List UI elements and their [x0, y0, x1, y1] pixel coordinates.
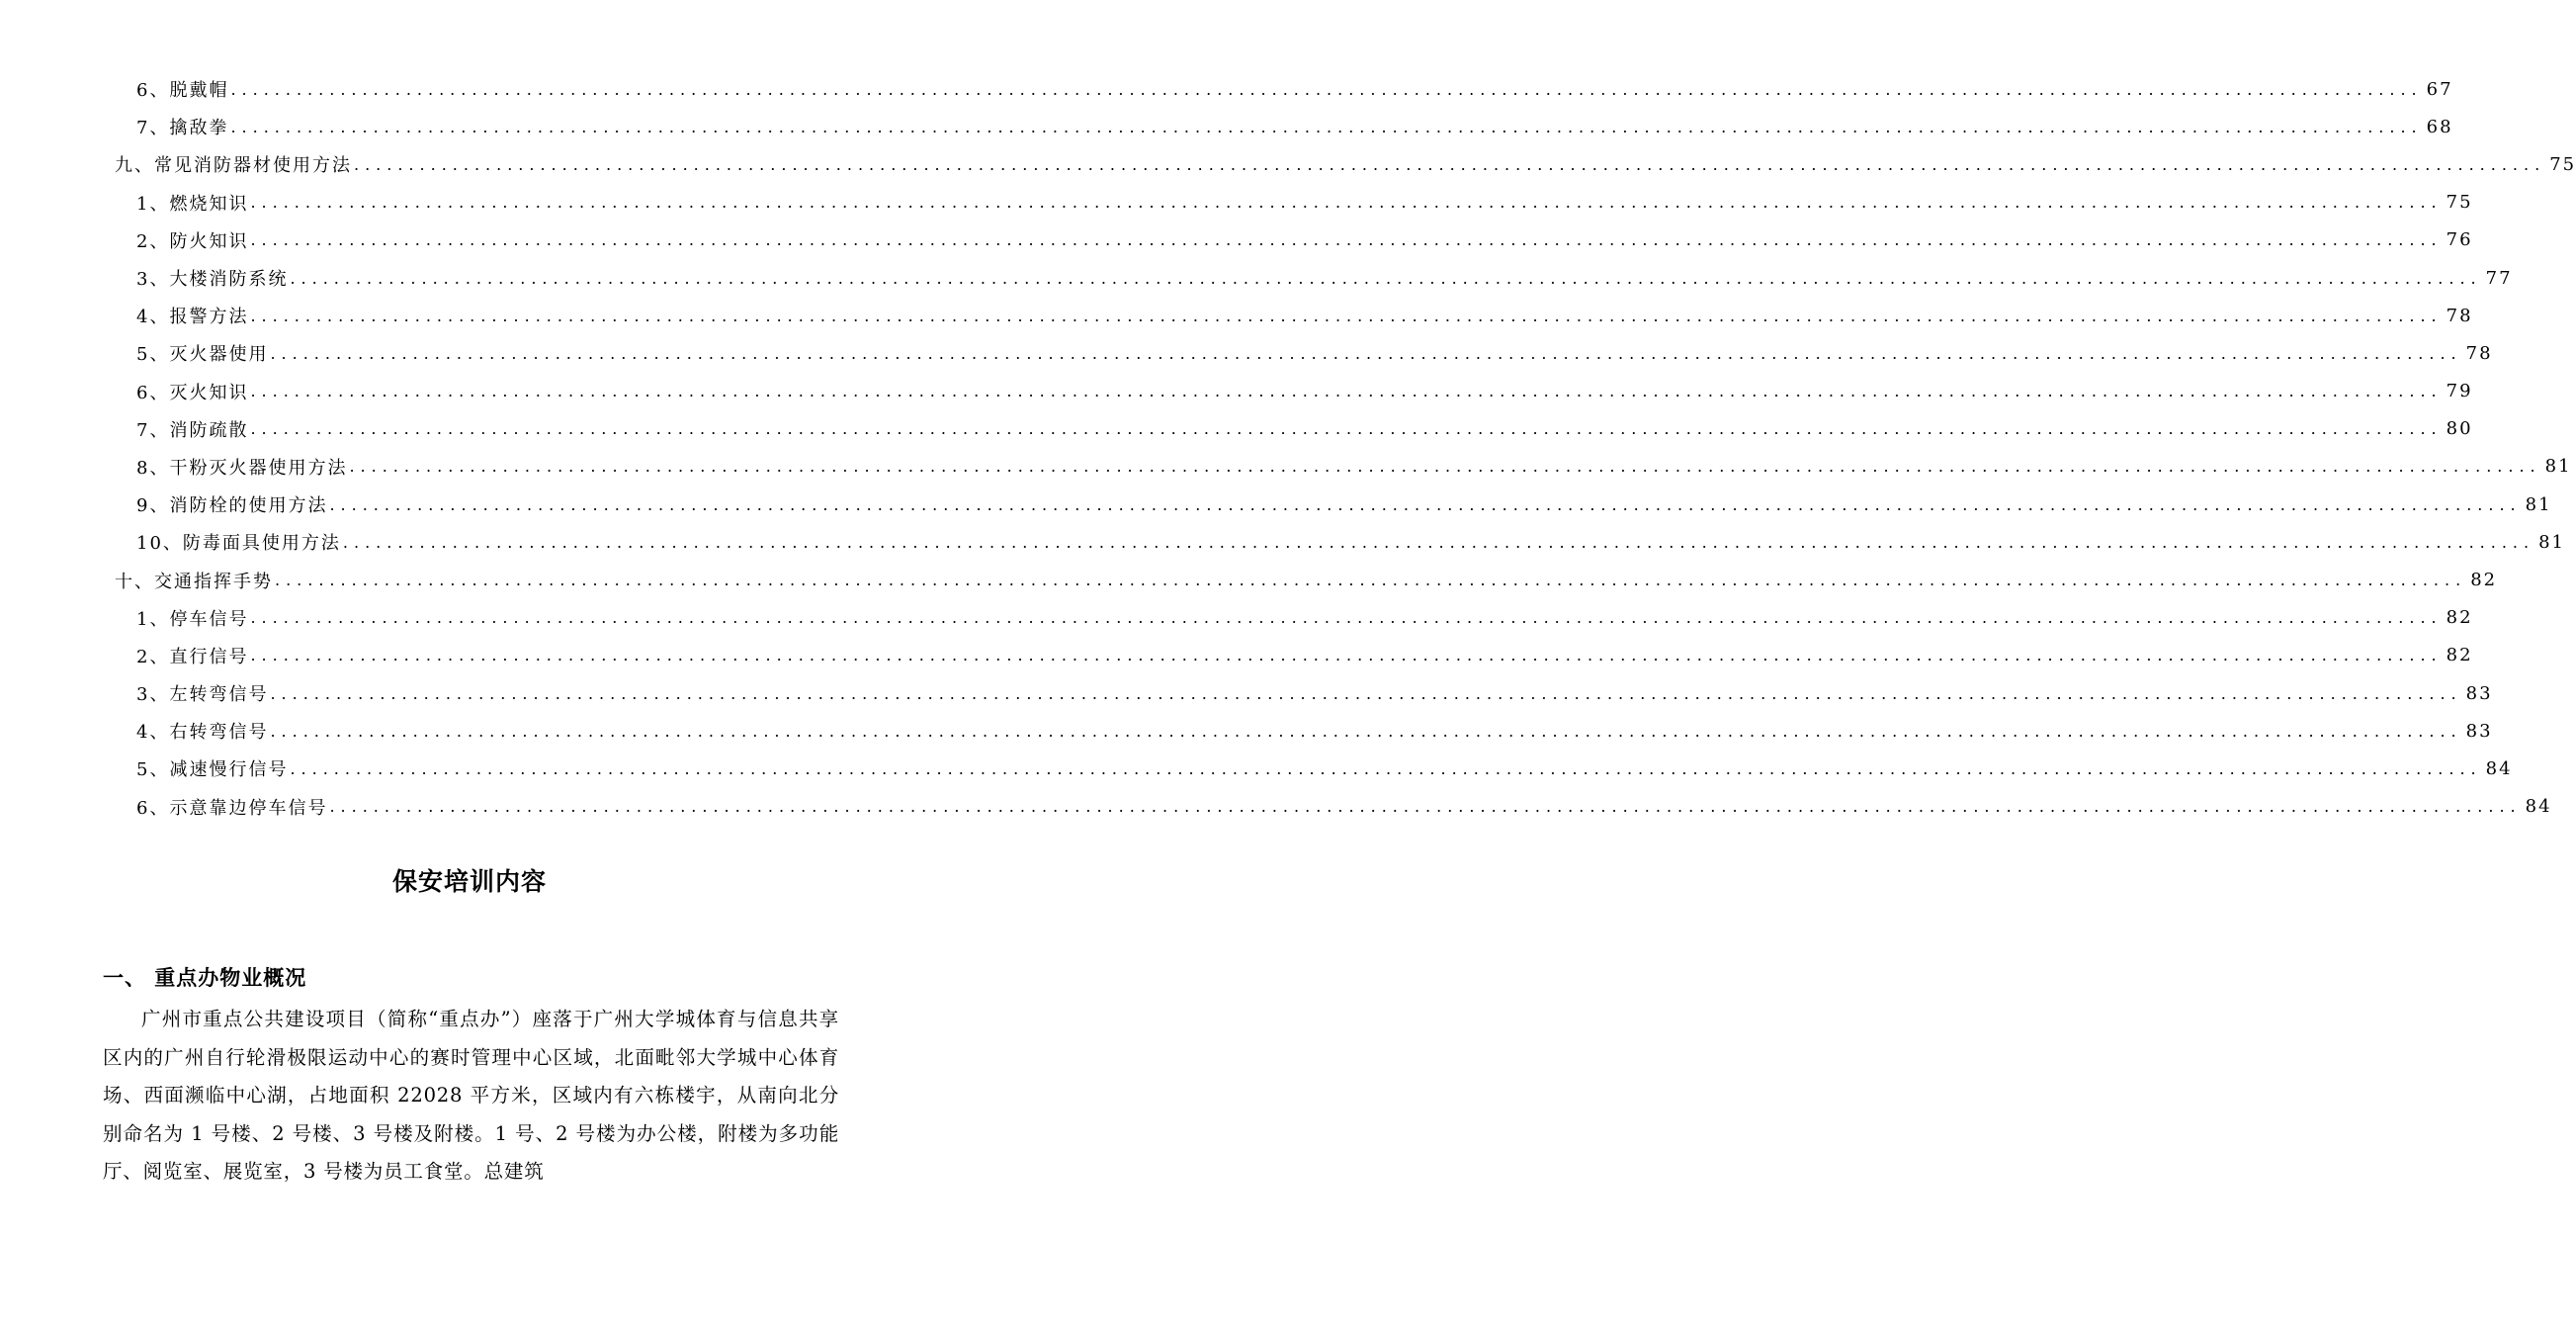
- toc-entry: [0, 561, 2498, 598]
- toc-entry-label: 9、消防栓的使用方法: [136, 491, 329, 517]
- toc-entry-label: 6、示意靠边停车信号: [136, 794, 329, 820]
- toc-entry: [0, 373, 2473, 410]
- section-heading: 一、 重点办物业概况: [103, 965, 307, 990]
- toc-entry-page-number: 82: [2470, 570, 2498, 591]
- toc-entry: [0, 222, 2473, 259]
- toc-entry-page-number: 78: [2446, 305, 2473, 326]
- toc-dot-leader: ........................................................................................................................................................................................................: [250, 193, 2443, 213]
- toc-dot-leader: ........................................................................................................................................................................................................: [329, 797, 2522, 817]
- toc-entry-label: 1、燃烧知识: [136, 190, 250, 216]
- toc-entry-page-number: 81: [2525, 493, 2552, 515]
- toc-dot-leader: ........................................................................................................................................................................................................: [329, 494, 2522, 514]
- toc-dot-leader: ........................................................................................................................................................................................................: [275, 571, 2467, 590]
- toc-dot-leader: ........................................................................................................................................................................................................: [270, 683, 2462, 703]
- toc-entry-label: 2、直行信号: [136, 643, 250, 668]
- toc-dot-leader: ........................................................................................................................................................................................................: [270, 721, 2462, 741]
- toc-entry-label: 4、报警方法: [136, 303, 250, 328]
- toc-dot-leader: ........................................................................................................................................................................................................: [342, 532, 2535, 552]
- document-title: 保安培训内容: [391, 867, 547, 896]
- toc-entry-label: 5、灭火器使用: [136, 340, 270, 366]
- toc-entry-label: 6、脱戴帽: [136, 76, 230, 102]
- toc-entry-label: 十、交通指挥手势: [115, 568, 275, 593]
- toc-entry: [0, 334, 2493, 372]
- toc-entry-label: 1、停车信号: [136, 605, 250, 631]
- toc-entry: [0, 184, 2473, 222]
- toc-dot-leader: ........................................................................................................................................................................................................: [270, 343, 2462, 363]
- toc-entry-page-number: 80: [2446, 418, 2473, 440]
- toc-entry: [0, 637, 2473, 674]
- toc-entry-page-number: 68: [2426, 116, 2453, 137]
- toc-entry-page-number: 77: [2485, 267, 2513, 289]
- toc-entry: [0, 410, 2473, 448]
- toc-entry: [0, 297, 2473, 334]
- toc-entry: [0, 70, 2453, 108]
- toc-dot-leader: ........................................................................................................................................................................................................: [349, 457, 2541, 477]
- toc-entry-page-number: 79: [2446, 381, 2473, 402]
- toc-entry-page-number: 75: [2549, 153, 2576, 175]
- body-paragraph: 广州市重点公共建设项目（简称“重点办”）座落于广州大学城体育与信息共享区内的广州自行轮滑极限运动中心的赛时管理中心区域，北面毗邻大学城中心体育场、西面濒临中心湖，占地面积 22028 平方米，区域内有六栋楼宇，从南向北分别命名为 1 号楼、2 号楼、3 号楼及附楼。1 号、2 号楼为办公楼，附楼为多功能厅、阅览室、展览室，3 号楼为员工食堂。总建筑: [103, 1008, 839, 1184]
- toc-dot-leader: ........................................................................................................................................................................................................: [250, 230, 2443, 250]
- toc-entry: [0, 750, 2513, 787]
- toc-entry: [0, 674, 2493, 712]
- toc-entry-page-number: 82: [2446, 607, 2473, 629]
- toc-entry-page-number: 81: [2544, 456, 2572, 478]
- toc-entry: [0, 523, 2565, 561]
- toc-dot-leader: ........................................................................................................................................................................................................: [230, 79, 2423, 99]
- toc-entry: [0, 712, 2493, 750]
- toc-dot-leader: ........................................................................................................................................................................................................: [250, 306, 2443, 325]
- toc-entry-label: 8、干粉灭火器使用方法: [136, 454, 349, 480]
- toc-dot-leader: ........................................................................................................................................................................................................: [250, 419, 2443, 439]
- toc-dot-leader: ........................................................................................................................................................................................................: [290, 758, 2482, 778]
- toc-entry: [0, 599, 2473, 637]
- toc-entry-label: 3、大楼消防系统: [136, 265, 290, 291]
- toc-entry-label: 4、右转弯信号: [136, 718, 270, 744]
- toc-entry-page-number: 84: [2485, 757, 2513, 779]
- toc-entry-label: 6、灭火知识: [136, 379, 250, 404]
- toc-entry-page-number: 81: [2538, 531, 2565, 553]
- toc-dot-leader: ........................................................................................................................................................................................................: [354, 154, 2546, 174]
- toc-entry-label: 10、防毒面具使用方法: [136, 529, 343, 555]
- toc-entry-page-number: 83: [2465, 682, 2493, 704]
- toc-entry: [0, 108, 2453, 145]
- toc-entry: [0, 259, 2513, 297]
- toc-entry-page-number: 76: [2446, 229, 2473, 251]
- toc-entry-page-number: 67: [2426, 78, 2453, 100]
- toc-dot-leader: ........................................................................................................................................................................................................: [230, 117, 2423, 136]
- toc-dot-leader: ........................................................................................................................................................................................................: [250, 382, 2443, 401]
- toc-entry-page-number: 83: [2465, 720, 2493, 742]
- toc-dot-leader: ........................................................................................................................................................................................................: [290, 268, 2482, 288]
- toc-entry-page-number: 78: [2465, 342, 2493, 364]
- toc-dot-leader: ........................................................................................................................................................................................................: [250, 646, 2443, 665]
- toc-entry-label: 2、防火知识: [136, 227, 250, 253]
- toc-entry-label: 5、减速慢行信号: [136, 755, 290, 781]
- toc-entry-page-number: 82: [2446, 645, 2473, 666]
- toc-entry: [0, 788, 2552, 826]
- toc-entry: [0, 448, 2572, 486]
- toc-entry-label: 7、擒敌拳: [136, 114, 230, 139]
- toc-entry-page-number: 75: [2446, 192, 2473, 214]
- toc-entry-label: 3、左转弯信号: [136, 680, 270, 706]
- toc-dot-leader: ........................................................................................................................................................................................................: [250, 608, 2443, 628]
- toc-entry-page-number: 84: [2525, 796, 2552, 818]
- toc-entry-label: 7、消防疏散: [136, 416, 250, 442]
- toc-entry: [0, 486, 2552, 523]
- toc-entry: [0, 145, 2576, 183]
- table-of-contents: [0, 70, 2576, 826]
- toc-entry-label: 九、常见消防器材使用方法: [115, 151, 354, 177]
